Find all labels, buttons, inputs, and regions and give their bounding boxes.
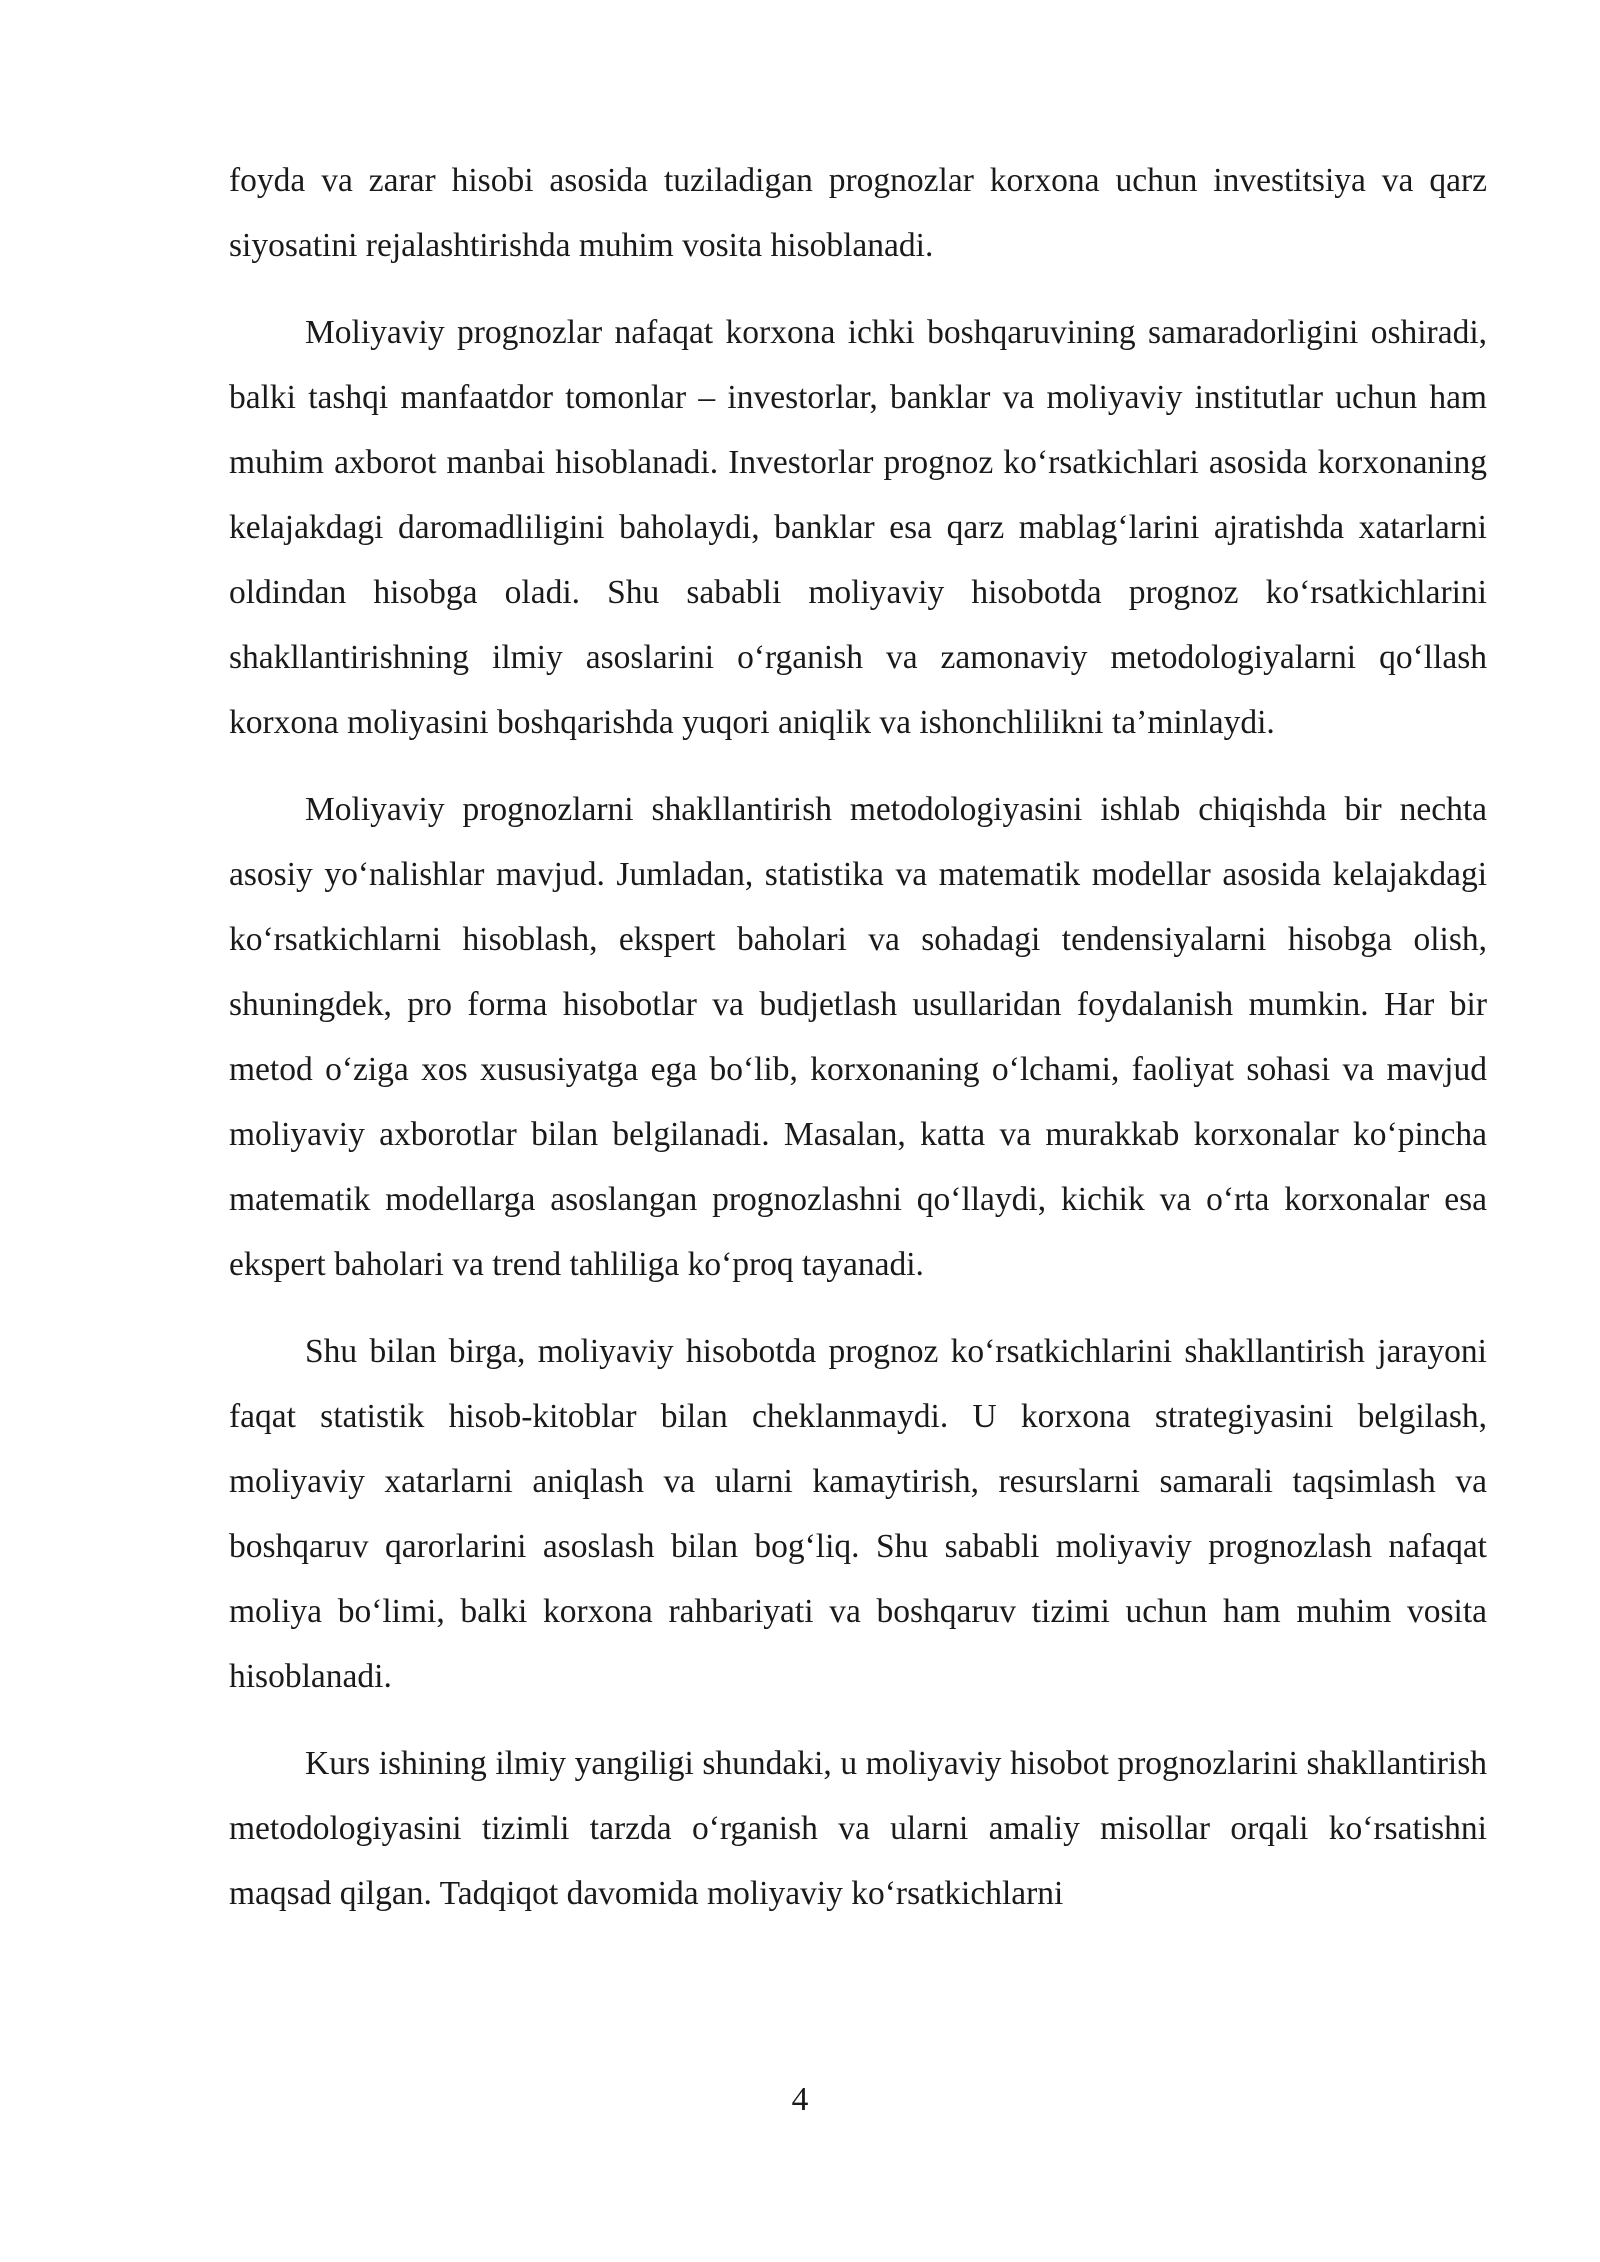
- paragraph: Moliyaviy prognozlarni shakllantirish metodologiyasini ishlab chiqishda bir nechta asosiy yoʻnalishlar mavjud. Jumladan, statistika va matematik modellar asosida kelajakdagi koʻrsatkichlarni hisoblash, ekspert baholari va sohadagi tendensiyalarni hisobga olish, shuningdek, pro forma hisobotlar va budjetlash usullaridan foydalanish mumkin. Har bir metod oʻziga xos xususiyatga ega boʻlib, korxonaning oʻlchami, faoliyat sohasi va mavjud moliyaviy axborotlar bilan belgilanadi. Masalan, katta va murakkab korxonalar koʻpincha matematik modellarga asoslangan prognozlashni qoʻllaydi, kichik va oʻrta korxonalar esa ekspert baholari va trend tahliliga koʻproq tayanadi.: [229, 791, 1487, 1283]
- paragraph: Kurs ishining ilmiy yangiligi shundaki, u moliyaviy hisobot prognozlarini shakllantirish metodologiyasini tizimli tarzda oʻrganish va ularni amaliy misollar orqali koʻrsatishni maqsad qilgan. Tadqiqot davomida moliyaviy koʻrsatkichlarni: [229, 1745, 1487, 1912]
- page-number: 4: [791, 2081, 809, 2118]
- paragraph: Shu bilan birga, moliyaviy hisobotda prognoz koʻrsatkichlarini shakllantirish jarayoni faqat statistik hisob-kitoblar bilan cheklanmaydi. U korxona strategiyasini belgilash, moliyaviy xatarlarni aniqlash va ularni kamaytirish, resurslarni samarali taqsimlash va boshqaruv qarorlarini asoslash bilan bogʻliq. Shu sababli moliyaviy prognozlash nafaqat moliya boʻlimi, balki korxona rahbariyati va boshqaruv tizimi uchun ham muhim vosita hisoblanadi.: [229, 1333, 1487, 1695]
- body-text: [229, 148, 1487, 1948]
- paragraph: Moliyaviy prognozlar nafaqat korxona ichki boshqaruvining samaradorligini oshiradi, balki tashqi manfaatdor tomonlar – investorlar, banklar va moliyaviy institutlar uchun ham muhim axborot manbai hisoblanadi. Investorlar prognoz koʻrsatkichlari asosida korxonaning kelajakdagi daromadliligini baholaydi, banklar esa qarz mablagʻlarini ajratishda xatarlarni oldindan hisobga oladi. Shu sababli moliyaviy hisobotda prognoz koʻrsatkichlarini shakllantirishning ilmiy asoslarini oʻrganish va zamonaviy metodologiyalarni qoʻllash korxona moliyasini boshqarishda yuqori aniqlik va ishonchlilikni ta’minlaydi.: [229, 314, 1487, 741]
- paragraph-continuation: foyda va zarar hisobi asosida tuziladigan prognozlar korxona uchun investitsiya va qarz siyosatini rejalashtirishda muhim vosita hisoblanadi.: [229, 162, 1487, 264]
